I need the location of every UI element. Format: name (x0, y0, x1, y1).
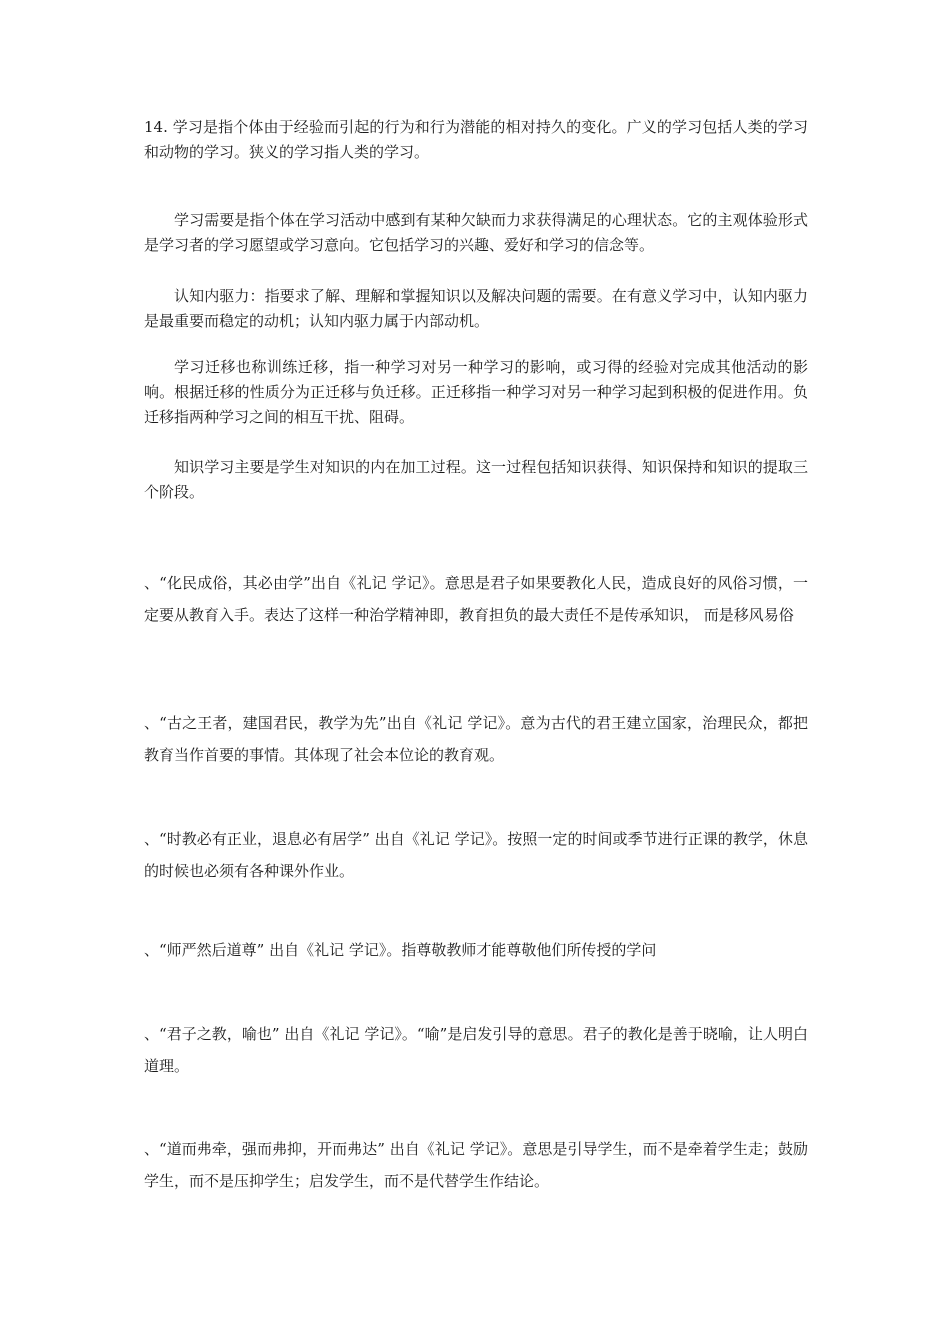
quote-item-4: 、“师严然后道尊” 出自《礼记 学记》。指尊敬教师才能尊敬他们所传授的学问 (144, 941, 657, 959)
quote-item-5: 、“君子之教，喻也” 出自《礼记 学记》。“喻”是启发引导的意思。君子的教化是善于晓喻，让人明白道理。 (144, 1025, 808, 1075)
paragraph-learning-definition: 14. 学习是指个体由于经验而引起的行为和行为潜能的相对持久的变化。广义的学习包括人类的学习和动物的学习。狭义的学习指人类的学习。 (144, 118, 808, 161)
paragraph-learning-need: 学习需要是指个体在学习活动中感到有某种欠缺而力求获得满足的心理状态。它的主观体验形式是学习者的学习愿望或学习意向。它包括学习的兴趣、爱好和学习的信念等。 (144, 211, 808, 254)
quote-item-6: 、“道而弗牵，强而弗抑，开而弗达” 出自《礼记 学记》。意思是引导学生，而不是牵着学生走；鼓励学生，而不是压抑学生；启发学生，而不是代替学生作结论。 (144, 1140, 808, 1190)
quote-item-1: 、“化民成俗，其必由学”出自《礼记 学记》。意思是君子如果要教化人民，造成良好的风俗习惯，一定要从教育入手。表达了这样一种治学精神即，教育担负的最大责任不是传承知识， 而是移风易俗 (144, 574, 808, 624)
paragraph-cognitive-drive: 认知内驱力：指要求了解、理解和掌握知识以及解决问题的需要。在有意义学习中，认知内驱力是最重要而稳定的动机；认知内驱力属于内部动机。 (144, 287, 808, 330)
paragraph-knowledge-learning: 知识学习主要是学生对知识的内在加工过程。这一过程包括知识获得、知识保持和知识的提取三个阶段。 (144, 458, 808, 501)
paragraph-learning-transfer: 学习迁移也称训练迁移，指一种学习对另一种学习的影响，或习得的经验对完成其他活动的影响。根据迁移的性质分为正迁移与负迁移。正迁移指一种学习对另一种学习起到积极的促进作用。负迁移指两种学习之间的相互干扰、阻碍。 (144, 358, 808, 426)
quote-item-2: 、“古之王者，建国君民，教学为先”出自《礼记 学记》。意为古代的君王建立国家，治理民众，都把教育当作首要的事情。其体现了社会本位论的教育观。 (144, 714, 808, 764)
quote-item-3: 、“时教必有正业，退息必有居学” 出自《礼记 学记》。按照一定的时间或季节进行正课的教学，休息的时候也必须有各种课外作业。 (144, 830, 808, 880)
